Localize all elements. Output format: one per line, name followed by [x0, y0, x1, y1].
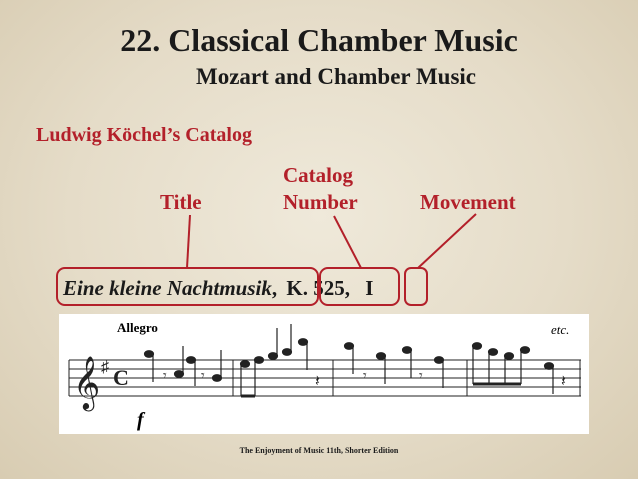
- work-movement: I: [365, 276, 374, 300]
- title-callout-box: [57, 268, 318, 305]
- label-catalog-line2: Number: [283, 190, 358, 214]
- svg-text:𝄽: 𝄽: [315, 373, 320, 390]
- label-title: Title: [160, 190, 202, 214]
- svg-text:𝄽: 𝄽: [561, 373, 566, 390]
- svg-text:𝄾: 𝄾: [363, 369, 367, 384]
- source-caption: The Enjoyment of Music 11th, Shorter Edition: [239, 446, 399, 455]
- section-heading: Ludwig Köchel’s Catalog: [36, 124, 252, 146]
- work-catalog-number: K. 525,: [286, 276, 350, 300]
- staff-lines: [69, 360, 581, 396]
- slide-subtitle: Mozart and Chamber Music: [195, 64, 477, 89]
- svg-text:𝄾: 𝄾: [163, 369, 167, 384]
- slide-title: 22. Classical Chamber Music: [120, 22, 518, 58]
- work-title: Eine kleine Nachtmusik: [63, 276, 272, 300]
- treble-clef-icon: 𝄞: [73, 357, 101, 408]
- catalog-callout-box: [320, 268, 399, 305]
- title-pointer-line: [187, 215, 190, 268]
- sharp-icon: ♯: [101, 359, 109, 376]
- common-time-icon: C: [113, 365, 129, 390]
- score-etc: etc.: [551, 322, 570, 337]
- score-excerpt: [59, 314, 589, 434]
- work-separator: ,: [271, 276, 278, 300]
- svg-text:𝄾: 𝄾: [419, 369, 423, 384]
- svg-text:𝄾: 𝄾: [201, 369, 205, 384]
- score-dynamic: f: [137, 409, 144, 431]
- movement-pointer-line: [418, 214, 476, 268]
- score-tempo: Allegro: [117, 320, 158, 335]
- catalog-pointer-line: [334, 216, 361, 268]
- score-staff-image: [59, 314, 589, 434]
- movement-callout-box: [405, 268, 427, 305]
- label-catalog-line1: Catalog: [283, 163, 353, 187]
- label-movement: Movement: [420, 190, 516, 214]
